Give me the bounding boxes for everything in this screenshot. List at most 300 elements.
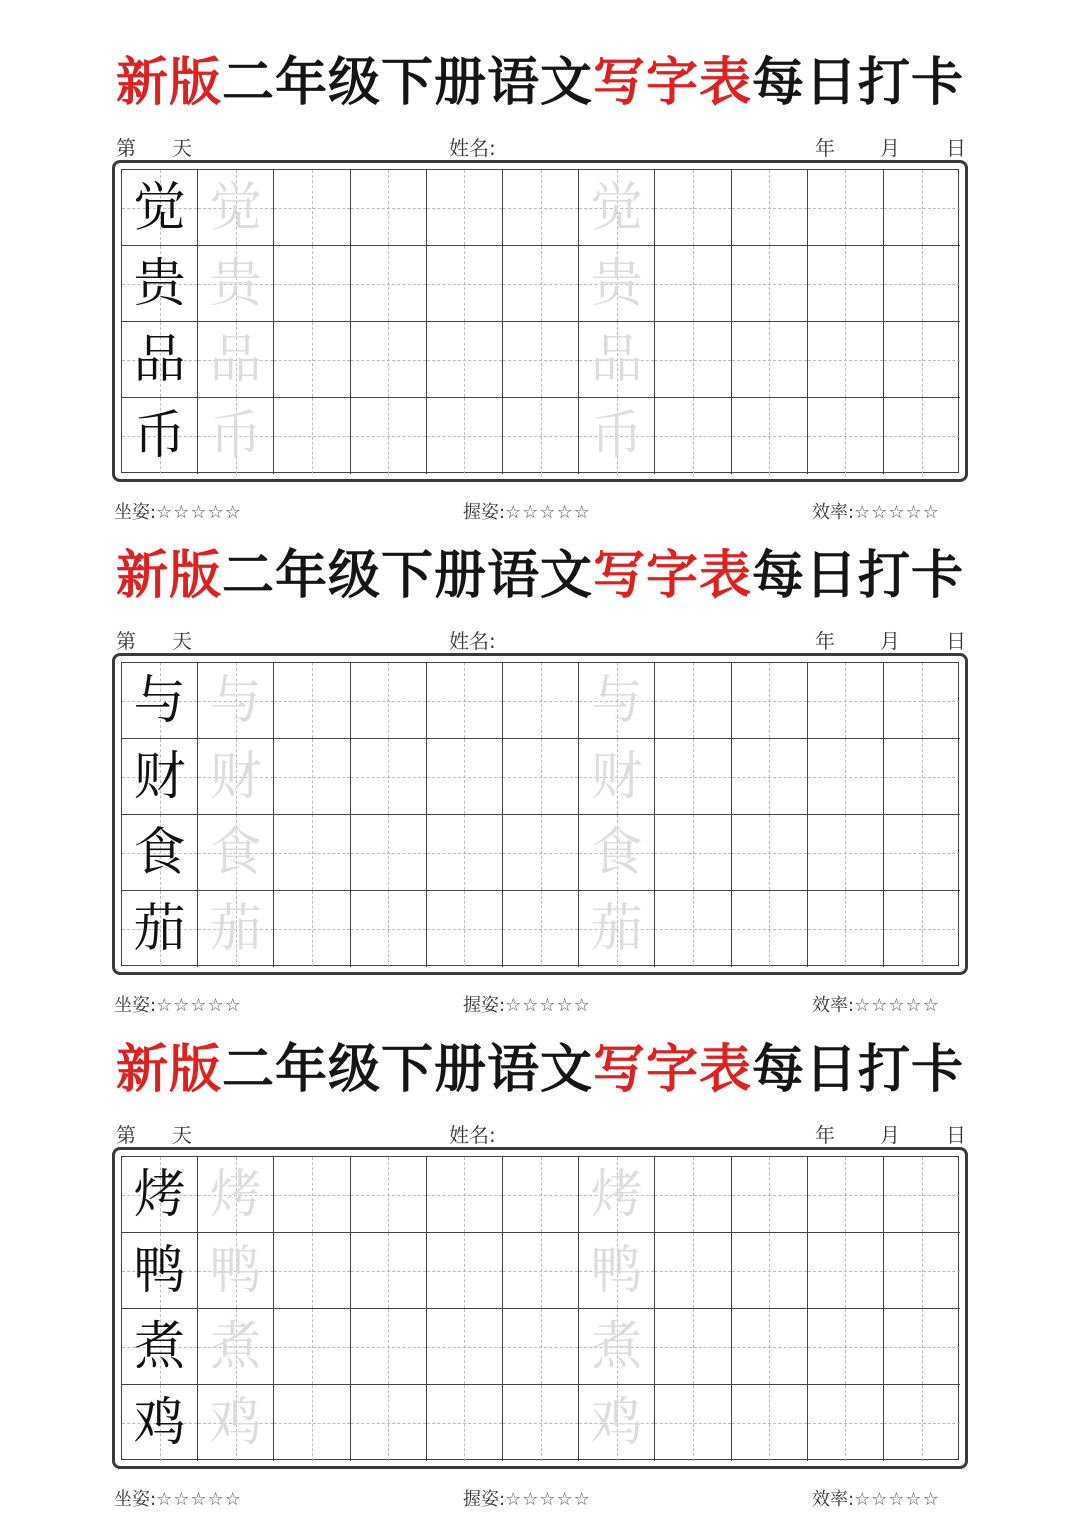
practice-cell[interactable] [351,1157,427,1233]
guide-line-vertical [845,1309,846,1384]
trace-character: 贵 [209,254,262,314]
practice-cell[interactable] [655,739,731,815]
model-character: 鸡 [133,1393,186,1453]
practice-cell[interactable] [274,815,350,891]
practice-cell[interactable] [351,170,427,246]
practice-cell[interactable] [427,815,503,891]
star-rating-icons[interactable]: ☆☆☆☆☆ [854,1489,940,1510]
practice-cell[interactable] [427,322,503,398]
practice-cell[interactable] [732,1309,808,1385]
trace-character: 与 [209,671,262,731]
trace-character: 茄 [209,899,262,959]
practice-cell[interactable] [351,815,427,891]
practice-cell[interactable] [503,398,579,474]
title-part: 二年级下册语文 [221,545,593,606]
practice-cell[interactable] [579,1385,655,1461]
model-character: 品 [133,330,186,390]
practice-cell[interactable] [655,891,731,967]
date-label: 日 [946,136,966,160]
guide-line-vertical [845,891,846,967]
guide-line-vertical [312,891,313,967]
practice-cell[interactable] [503,663,579,739]
trace-character: 食 [590,823,643,883]
month-label: 月 [880,629,900,653]
trace-character: 鸡 [209,1393,262,1453]
guide-line-vertical [922,1157,923,1232]
guide-line-vertical [693,1157,694,1232]
guide-line-vertical [922,170,923,245]
guide-line-vertical [464,1309,465,1384]
efficiency-rating-label: 效率: [812,502,855,523]
practice-cell[interactable] [884,1385,960,1461]
writing-grid-frame [112,1147,968,1469]
practice-cell[interactable] [808,1233,884,1309]
model-character-cell [122,663,198,739]
title-part: 新版 [115,545,222,606]
guide-line-vertical [541,1309,542,1384]
trace-character: 鸭 [209,1241,262,1301]
practice-cell[interactable] [427,739,503,815]
practice-cell[interactable] [198,322,274,398]
model-character-cell [122,398,198,474]
practice-cell[interactable] [884,1233,960,1309]
guide-line-vertical [388,739,389,814]
model-character-cell [122,246,198,322]
guide-line-vertical [922,1385,923,1461]
model-character-cell [122,891,198,967]
model-character: 茄 [133,899,186,959]
star-rating-icons[interactable]: ☆☆☆☆☆ [505,995,591,1016]
practice-cell[interactable] [274,246,350,322]
practice-cell[interactable] [503,815,579,891]
model-character-cell [122,1157,198,1233]
trace-character: 贵 [590,254,643,314]
month-label: 月 [880,1123,900,1147]
worksheet-section [0,493,1080,1016]
trace-character: 觉 [209,178,262,238]
title-part: 每日打卡 [752,545,965,606]
practice-cell[interactable] [503,170,579,246]
practice-cell[interactable] [884,1157,960,1233]
title-part: 写字表 [593,1039,753,1100]
grid-row [122,1233,958,1309]
model-character: 与 [133,671,186,731]
trace-character: 觉 [590,178,643,238]
practice-cell[interactable] [503,322,579,398]
guide-line-vertical [541,1157,542,1232]
practice-cell[interactable] [655,1309,731,1385]
practice-cell[interactable] [884,246,960,322]
practice-cell[interactable] [808,1385,884,1461]
practice-cell[interactable] [198,815,274,891]
model-character: 觉 [133,178,186,238]
guide-line-vertical [541,322,542,397]
practice-cell[interactable] [351,739,427,815]
practice-cell[interactable] [732,170,808,246]
practice-cell[interactable] [198,739,274,815]
practice-cell[interactable] [655,322,731,398]
guide-line-vertical [769,322,770,397]
model-character: 贵 [133,254,186,314]
trace-character: 煮 [209,1317,262,1377]
trace-character: 与 [590,671,643,731]
practice-cell[interactable] [427,398,503,474]
practice-cell[interactable] [579,1233,655,1309]
practice-cell[interactable] [274,663,350,739]
practice-cell[interactable] [732,815,808,891]
guide-line-vertical [464,1233,465,1308]
trace-character: 币 [590,406,643,466]
practice-cell[interactable] [198,1385,274,1461]
practice-cell[interactable] [427,663,503,739]
guide-line-vertical [464,739,465,814]
star-rating-icons[interactable]: ☆☆☆☆☆ [854,502,940,523]
writing-grid [121,169,959,473]
trace-character: 财 [590,747,643,807]
guide-line-vertical [312,1385,313,1461]
practice-cell[interactable] [274,398,350,474]
title-part: 新版 [115,52,222,113]
practice-cell[interactable] [351,398,427,474]
practice-cell[interactable] [579,170,655,246]
practice-cell[interactable] [198,246,274,322]
practice-cell[interactable] [808,891,884,967]
practice-cell[interactable] [884,891,960,967]
practice-cell[interactable] [655,815,731,891]
day-label-right: 天 [172,629,192,653]
practice-cell[interactable] [732,1385,808,1461]
year-label: 年 [815,629,835,653]
guide-line-vertical [464,815,465,890]
model-character-cell [122,815,198,891]
title-part: 写字表 [593,545,753,606]
guide-line-vertical [541,663,542,738]
worksheet-section [0,987,1080,1510]
guide-line-vertical [769,1309,770,1384]
date-label: 日 [946,629,966,653]
guide-line-vertical [693,398,694,474]
practice-cell[interactable] [198,1233,274,1309]
guide-line-vertical [845,815,846,890]
day-label-right: 天 [172,1123,192,1147]
practice-cell[interactable] [732,398,808,474]
guide-line-vertical [693,663,694,738]
practice-cell[interactable] [808,663,884,739]
guide-line-vertical [541,246,542,321]
practice-cell[interactable] [579,398,655,474]
title-part: 二年级下册语文 [221,1039,593,1100]
grip-rating [463,1485,591,1511]
guide-line-vertical [312,170,313,245]
practice-cell[interactable] [427,1385,503,1461]
star-rating-icons[interactable]: ☆☆☆☆☆ [505,1489,591,1510]
practice-cell[interactable] [503,1233,579,1309]
guide-line-vertical [693,891,694,967]
guide-line-vertical [312,1233,313,1308]
grid-row [122,739,958,815]
writing-grid-frame [112,653,968,975]
practice-cell[interactable] [579,739,655,815]
guide-line-vertical [464,170,465,245]
guide-line-vertical [541,739,542,814]
year-label: 年 [815,136,835,160]
practice-cell[interactable] [732,891,808,967]
title-part: 写字表 [593,52,753,113]
guide-line-vertical [845,170,846,245]
practice-cell[interactable] [274,1157,350,1233]
guide-line-vertical [388,398,389,474]
practice-cell[interactable] [503,1385,579,1461]
guide-line-vertical [388,170,389,245]
practice-cell[interactable] [198,663,274,739]
grip-rating-label: 握姿: [463,1489,506,1510]
practice-cell[interactable] [732,246,808,322]
guide-line-vertical [769,739,770,814]
practice-cell[interactable] [274,739,350,815]
date-label: 日 [946,1123,966,1147]
grid-row [122,891,958,967]
guide-line-vertical [388,663,389,738]
practice-cell[interactable] [579,322,655,398]
practice-cell[interactable] [884,1309,960,1385]
practice-cell[interactable] [732,663,808,739]
guide-line-vertical [388,891,389,967]
grip-rating-label: 握姿: [463,995,506,1016]
month-label: 月 [880,136,900,160]
model-character: 财 [133,747,186,807]
guide-line-vertical [693,1309,694,1384]
model-character: 币 [133,406,186,466]
practice-cell[interactable] [503,1157,579,1233]
day-label-left: 第 [116,136,136,160]
grid-row [122,815,958,891]
practice-cell[interactable] [503,246,579,322]
guide-line-vertical [693,815,694,890]
guide-line-vertical [464,663,465,738]
practice-cell[interactable] [808,170,884,246]
guide-line-vertical [541,170,542,245]
practice-cell[interactable] [274,891,350,967]
guide-line-vertical [312,739,313,814]
guide-line-vertical [845,739,846,814]
writing-grid [121,662,959,966]
practice-cell[interactable] [274,170,350,246]
practice-cell[interactable] [808,815,884,891]
guide-line-vertical [464,1385,465,1461]
efficiency-rating-label: 效率: [812,995,855,1016]
guide-line-vertical [312,246,313,321]
trace-character: 烤 [209,1165,262,1225]
practice-cell[interactable] [655,663,731,739]
practice-cell[interactable] [655,398,731,474]
star-rating-icons[interactable]: ☆☆☆☆☆ [156,1489,242,1510]
practice-cell[interactable] [655,170,731,246]
star-rating-icons[interactable]: ☆☆☆☆☆ [156,502,242,523]
day-label-left: 第 [116,629,136,653]
grid-row [122,663,958,739]
practice-cell[interactable] [503,891,579,967]
trace-character: 鸭 [590,1241,643,1301]
practice-cell[interactable] [655,1385,731,1461]
worksheet-section [0,0,1080,523]
guide-line-vertical [693,1385,694,1461]
practice-cell[interactable] [884,815,960,891]
model-character-cell [122,739,198,815]
practice-cell[interactable] [579,663,655,739]
practice-cell[interactable] [732,1233,808,1309]
trace-character: 品 [590,330,643,390]
name-label: 姓名: [449,136,496,160]
grid-row [122,1309,958,1385]
practice-cell[interactable] [351,1309,427,1385]
guide-line-vertical [769,663,770,738]
practice-cell[interactable] [732,322,808,398]
guide-line-vertical [312,1309,313,1384]
sitting-rating [114,1485,242,1511]
practice-cell[interactable] [198,1309,274,1385]
guide-line-vertical [922,663,923,738]
practice-cell[interactable] [351,322,427,398]
model-character: 食 [133,823,186,883]
practice-cell[interactable] [655,1157,731,1233]
practice-cell[interactable] [884,398,960,474]
practice-cell[interactable] [808,1309,884,1385]
model-character-cell [122,1385,198,1461]
guide-line-vertical [922,891,923,967]
sitting-rating-label: 坐姿: [114,995,157,1016]
practice-cell[interactable] [427,246,503,322]
guide-line-vertical [922,398,923,474]
guide-line-vertical [388,1233,389,1308]
guide-line-vertical [541,891,542,967]
practice-cell[interactable] [808,398,884,474]
grid-row [122,398,958,474]
practice-cell[interactable] [198,170,274,246]
practice-cell[interactable] [274,322,350,398]
guide-line-vertical [541,398,542,474]
worksheet-title [0,48,1080,118]
practice-cell[interactable] [808,739,884,815]
guide-line-vertical [541,1233,542,1308]
guide-line-vertical [769,170,770,245]
title-part: 新版 [115,1039,222,1100]
guide-line-vertical [769,1157,770,1232]
practice-cell[interactable] [351,891,427,967]
guide-line-vertical [769,815,770,890]
model-character: 煮 [133,1317,186,1377]
practice-cell[interactable] [427,170,503,246]
practice-cell[interactable] [808,1157,884,1233]
practice-cell[interactable] [198,891,274,967]
practice-cell[interactable] [579,1309,655,1385]
guide-line-vertical [769,398,770,474]
star-rating-icons[interactable]: ☆☆☆☆☆ [505,502,591,523]
practice-cell[interactable] [655,246,731,322]
guide-line-vertical [769,246,770,321]
practice-cell[interactable] [732,739,808,815]
guide-line-vertical [388,1157,389,1232]
practice-cell[interactable] [351,663,427,739]
practice-cell[interactable] [503,739,579,815]
day-label-right: 天 [172,136,192,160]
practice-cell[interactable] [579,815,655,891]
guide-line-vertical [922,1309,923,1384]
trace-character: 烤 [590,1165,643,1225]
practice-cell[interactable] [351,1385,427,1461]
practice-cell[interactable] [732,1157,808,1233]
writing-grid-frame [112,160,968,482]
practice-cell[interactable] [579,246,655,322]
practice-cell[interactable] [427,1233,503,1309]
practice-cell[interactable] [274,1233,350,1309]
practice-cell[interactable] [274,1309,350,1385]
guide-line-vertical [464,891,465,967]
practice-cell[interactable] [884,663,960,739]
practice-cell[interactable] [884,739,960,815]
practice-cell[interactable] [427,1157,503,1233]
guide-line-vertical [464,322,465,397]
name-label: 姓名: [449,629,496,653]
model-character: 鸭 [133,1241,186,1301]
grid-row [122,1385,958,1461]
practice-cell[interactable] [351,246,427,322]
grid-row [122,1157,958,1233]
practice-cell[interactable] [427,1309,503,1385]
trace-character: 品 [209,330,262,390]
practice-cell[interactable] [503,1309,579,1385]
practice-cell[interactable] [579,1157,655,1233]
practice-cell[interactable] [198,398,274,474]
guide-line-vertical [922,1233,923,1308]
title-part: 每日打卡 [752,52,965,113]
practice-cell[interactable] [884,322,960,398]
grid-row [122,246,958,322]
practice-cell[interactable] [198,1157,274,1233]
worksheet-title [0,1035,1080,1105]
practice-cell[interactable] [427,891,503,967]
model-character-cell [122,170,198,246]
model-character: 烤 [133,1165,186,1225]
guide-line-vertical [922,815,923,890]
practice-cell[interactable] [274,1385,350,1461]
star-rating-icons[interactable]: ☆☆☆☆☆ [156,995,242,1016]
practice-cell[interactable] [808,322,884,398]
practice-cell[interactable] [579,891,655,967]
guide-line-vertical [769,1233,770,1308]
grid-row [122,322,958,398]
guide-line-vertical [693,246,694,321]
guide-line-vertical [693,322,694,397]
practice-cell[interactable] [351,1233,427,1309]
practice-cell[interactable] [884,170,960,246]
guide-line-vertical [312,1157,313,1232]
trace-character: 币 [209,406,262,466]
trace-character: 茄 [590,899,643,959]
guide-line-vertical [693,739,694,814]
title-part: 每日打卡 [752,1039,965,1100]
guide-line-vertical [388,1309,389,1384]
guide-line-vertical [388,246,389,321]
practice-cell[interactable] [808,246,884,322]
star-rating-icons[interactable]: ☆☆☆☆☆ [854,995,940,1016]
model-character-cell [122,322,198,398]
trace-character: 财 [209,747,262,807]
guide-line-vertical [769,891,770,967]
practice-cell[interactable] [655,1233,731,1309]
title-part: 二年级下册语文 [221,52,593,113]
year-label: 年 [815,1123,835,1147]
day-label-left: 第 [116,1123,136,1147]
